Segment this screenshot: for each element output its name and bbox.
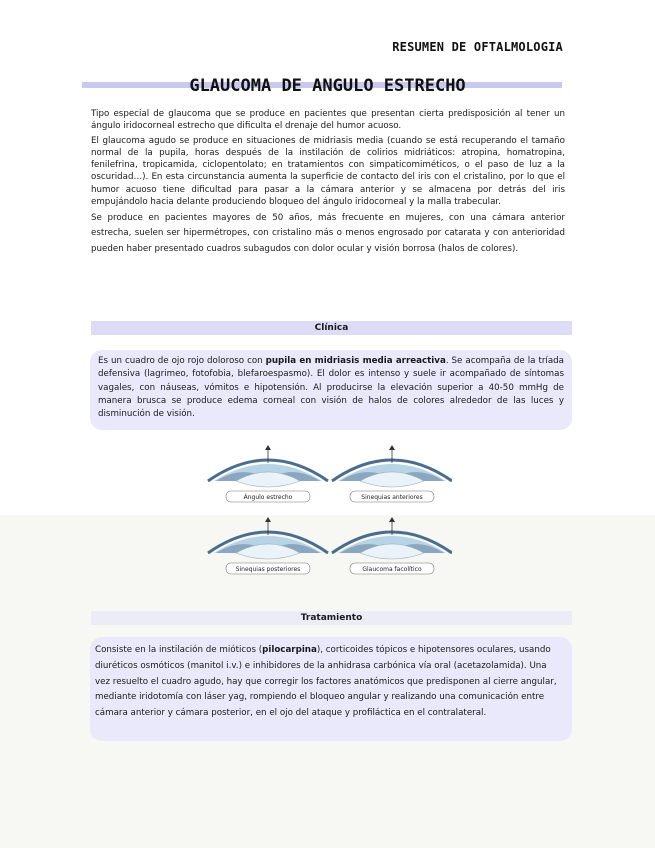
eye-diagram-4	[332, 517, 452, 559]
document-header: RESUMEN DE OFTALMOLOGIA	[392, 40, 563, 54]
figure-label-3: Sinequias posteriores	[235, 566, 301, 573]
intro-paragraph-1: Tipo especial de glaucoma que se produce en pacientes que presentan cierta predisposición al tener un ángulo iridocorneal estrecho que dificulta el drenaje del humor acuoso.	[91, 109, 565, 132]
intro-paragraph-2: El glaucoma agudo se produce en situaciones de midriasis media (cuando se está recuperando el tamaño normal de la pupila, horas después de la instilación de colirios midriáticos: atropina, homatropina, fenilefrina, tropicamida, ciclopentolato; en tratamientos con simpaticomiméticos, o el paso de luz a la oscuridad…). En esta circunstancia aumenta la superficie de contacto del iris con el cristalino, por lo que el humor acuoso tiene dificultad para pasar a la cámara anterior y se almacena por detrás del iris empujándolo hacia delante produciendo bloqueo del ángulo iridocorneal y la malla trabecular.	[91, 136, 565, 207]
intro-paragraph-3: Se produce en pacientes mayores de 50 años, más frecuente en mujeres, con una cámara anterior estrecha, suelen ser hipermétropes, con cristalino más o menos engrosado por catarata y con anterioridad pueden haber presentado cuadros subagudos con dolor ocular y visión borrosa (halos de colores).	[91, 212, 565, 254]
tratamiento-box	[90, 637, 572, 741]
clinica-heading: Clínica	[91, 321, 572, 335]
eye-diagram-1	[208, 445, 328, 487]
tratamiento-text-bold: pilocarpina	[262, 645, 317, 655]
page-title: GLAUCOMA DE ANGULO ESTRECHO	[189, 76, 466, 96]
clinica-text	[98, 355, 564, 421]
clinica-text-bold: pupila en midriasis media arreactiva	[265, 356, 446, 366]
tratamiento-heading: Tratamiento	[91, 611, 572, 625]
eye-diagram-3	[208, 517, 328, 559]
figure-label-1: Ángulo estrecho	[243, 494, 293, 501]
clinica-box	[90, 350, 572, 430]
tratamiento-text-start: Consiste en la instilación de mióticos (	[95, 645, 263, 655]
tratamiento-text	[95, 643, 562, 722]
tratamiento-text-end: ), corticoides tópicos e hipotensores oculares, usando diuréticos osmóticos (manitol i.v.) e inhibidores de la anhidrasa carbónica vía oral (acetazolamida). Una vez resuelto el cuadro agudo, hay que corregir los factores anatómicos que predisponen al cierre angular, mediante iridotomía con láser yag, rompiendo el bloqueo angular y realizando una comunicación entre cámara anterior y cámara posterior, en el ojo del ataque y profiláctica en el contralateral.	[95, 645, 557, 719]
figure-label-4: Glaucoma facolítico	[362, 566, 422, 573]
intro-section	[91, 108, 565, 260]
angle-closure-diagram	[204, 437, 452, 579]
eye-diagram-2	[332, 445, 452, 487]
figure-label-2: Sinequias anteriores	[361, 494, 423, 501]
clinica-text-start: Es un cuadro de ojo rojo doloroso con	[98, 356, 266, 366]
clinica-text-end: . Se acompaña de la tríada defensiva (lagrimeo, fotofobia, blefaroespasmo). El dolor es intenso y suele ir acompañado de síntomas vagales, con náuseas, vómitos e hipotensión. Al producirse la elevación superior a 40-50 mmHg de manera brusca se produce edema corneal con visión de halos de colores alrededor de las luces y disminución de visión.	[98, 356, 564, 420]
